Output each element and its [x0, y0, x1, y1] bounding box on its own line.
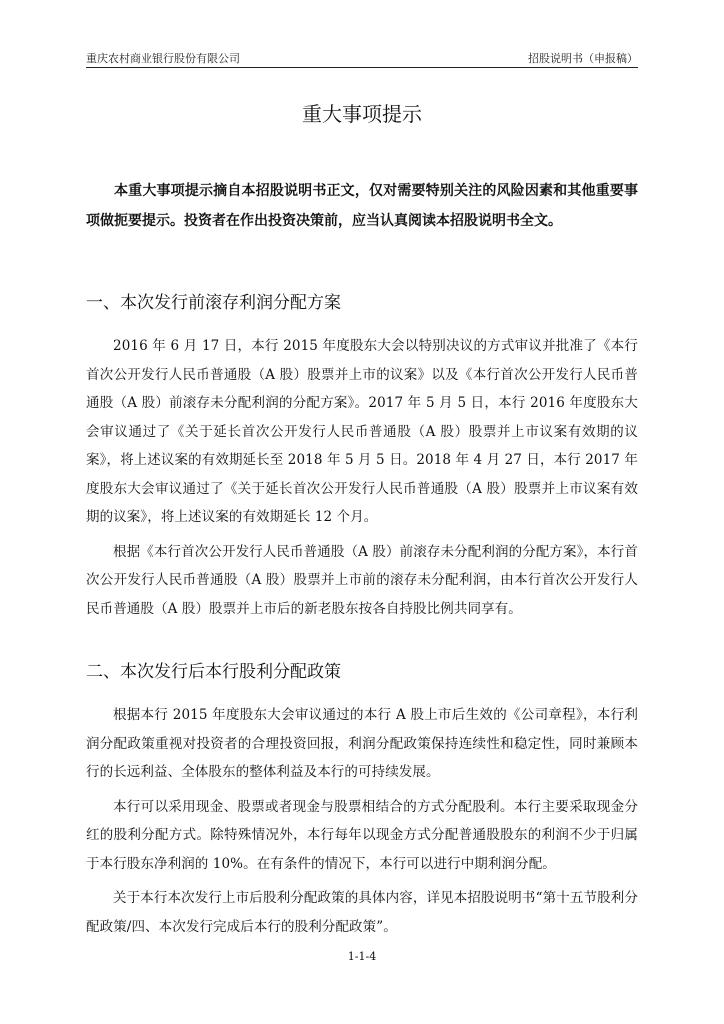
document-body — [86, 176, 638, 941]
section-2-heading: 二、本次发行后本行股利分配政策 — [86, 662, 341, 682]
page-number: 1-1-4 — [347, 950, 377, 963]
page-header — [86, 50, 638, 68]
section-1-heading: 一、本次发行前滚存利润分配方案 — [86, 293, 341, 313]
intro-paragraph: 本重大事项提示摘自本招股说明书正文，仅对需要特别关注的风险因素和其他重要事项做扼要提示。投资者在作出投资决策前，应当认真阅读本招股说明书全文。 — [86, 183, 638, 229]
section-1-paragraph-2: 根据《本行首次公开发行人民币普通股（A 股）前滚存未分配利润的分配方案》，本行首次公开发行人民币普通股（A 股）股票并上市前的滚存未分配利润，由本行首次公开发行人民币普通股（A 股）股票并上市后的新老股东按各自持股比例共同享有。 — [86, 543, 638, 617]
section-2-paragraph-3: 关于本行本次发行上市后股利分配政策的具体内容，详见本招股说明书“第十五节股利分配政策/四、本次发行完成后本行的股利分配政策”。 — [86, 890, 638, 935]
section-1-paragraph-1: 2016 年 6 月 17 日，本行 2015 年度股东大会以特别决议的方式审议并批准了《本行首次公开发行人民币普通股（A 股）股票并上市的议案》以及《本行首次公开发行人民币普通股（A 股）前滚存未分配利润的分配方案》。2017 年 5 月 5 日，本行 2016 年度股东大会审议通过了《关于延长首次公开发行人民币普通股（A 股）股票并上市议案有效期的议案》，将上述议案的有效期延长至 2018 年 5 月 5 日。2018 年 4 月 27 日，本行 2017 年度股东大会审议通过了《关于延长首次公开发行人民币普通股（A 股）股票并上市议案有效期的议案》，将上述议案的有效期延长 12 个月。 — [86, 338, 638, 525]
header-divider — [86, 67, 638, 68]
header-doc-type: 招股说明书（申报稿） — [528, 52, 638, 65]
page-title: 重大事项提示 — [302, 102, 422, 126]
header-company: 重庆农村商业银行股份有限公司 — [86, 52, 240, 65]
section-2-paragraph-1: 根据本行 2015 年度股东大会审议通过的本行 A 股上市后生效的《公司章程》，本行利润分配政策重视对投资者的合理投资回报，利润分配政策保持连续性和稳定性，同时兼顾本行的长远利益、全体股东的整体利益及本行的可持续发展。 — [86, 707, 638, 780]
section-2-paragraph-2: 本行可以采用现金、股票或者现金与股票相结合的方式分配股利。本行主要采取现金分红的股利分配方式。除特殊情况外，本行每年以现金方式分配普通股股东的利润不少于归属于本行股东净利润的 10%。在有条件的情况下，本行可以进行中期利润分配。 — [86, 798, 638, 872]
